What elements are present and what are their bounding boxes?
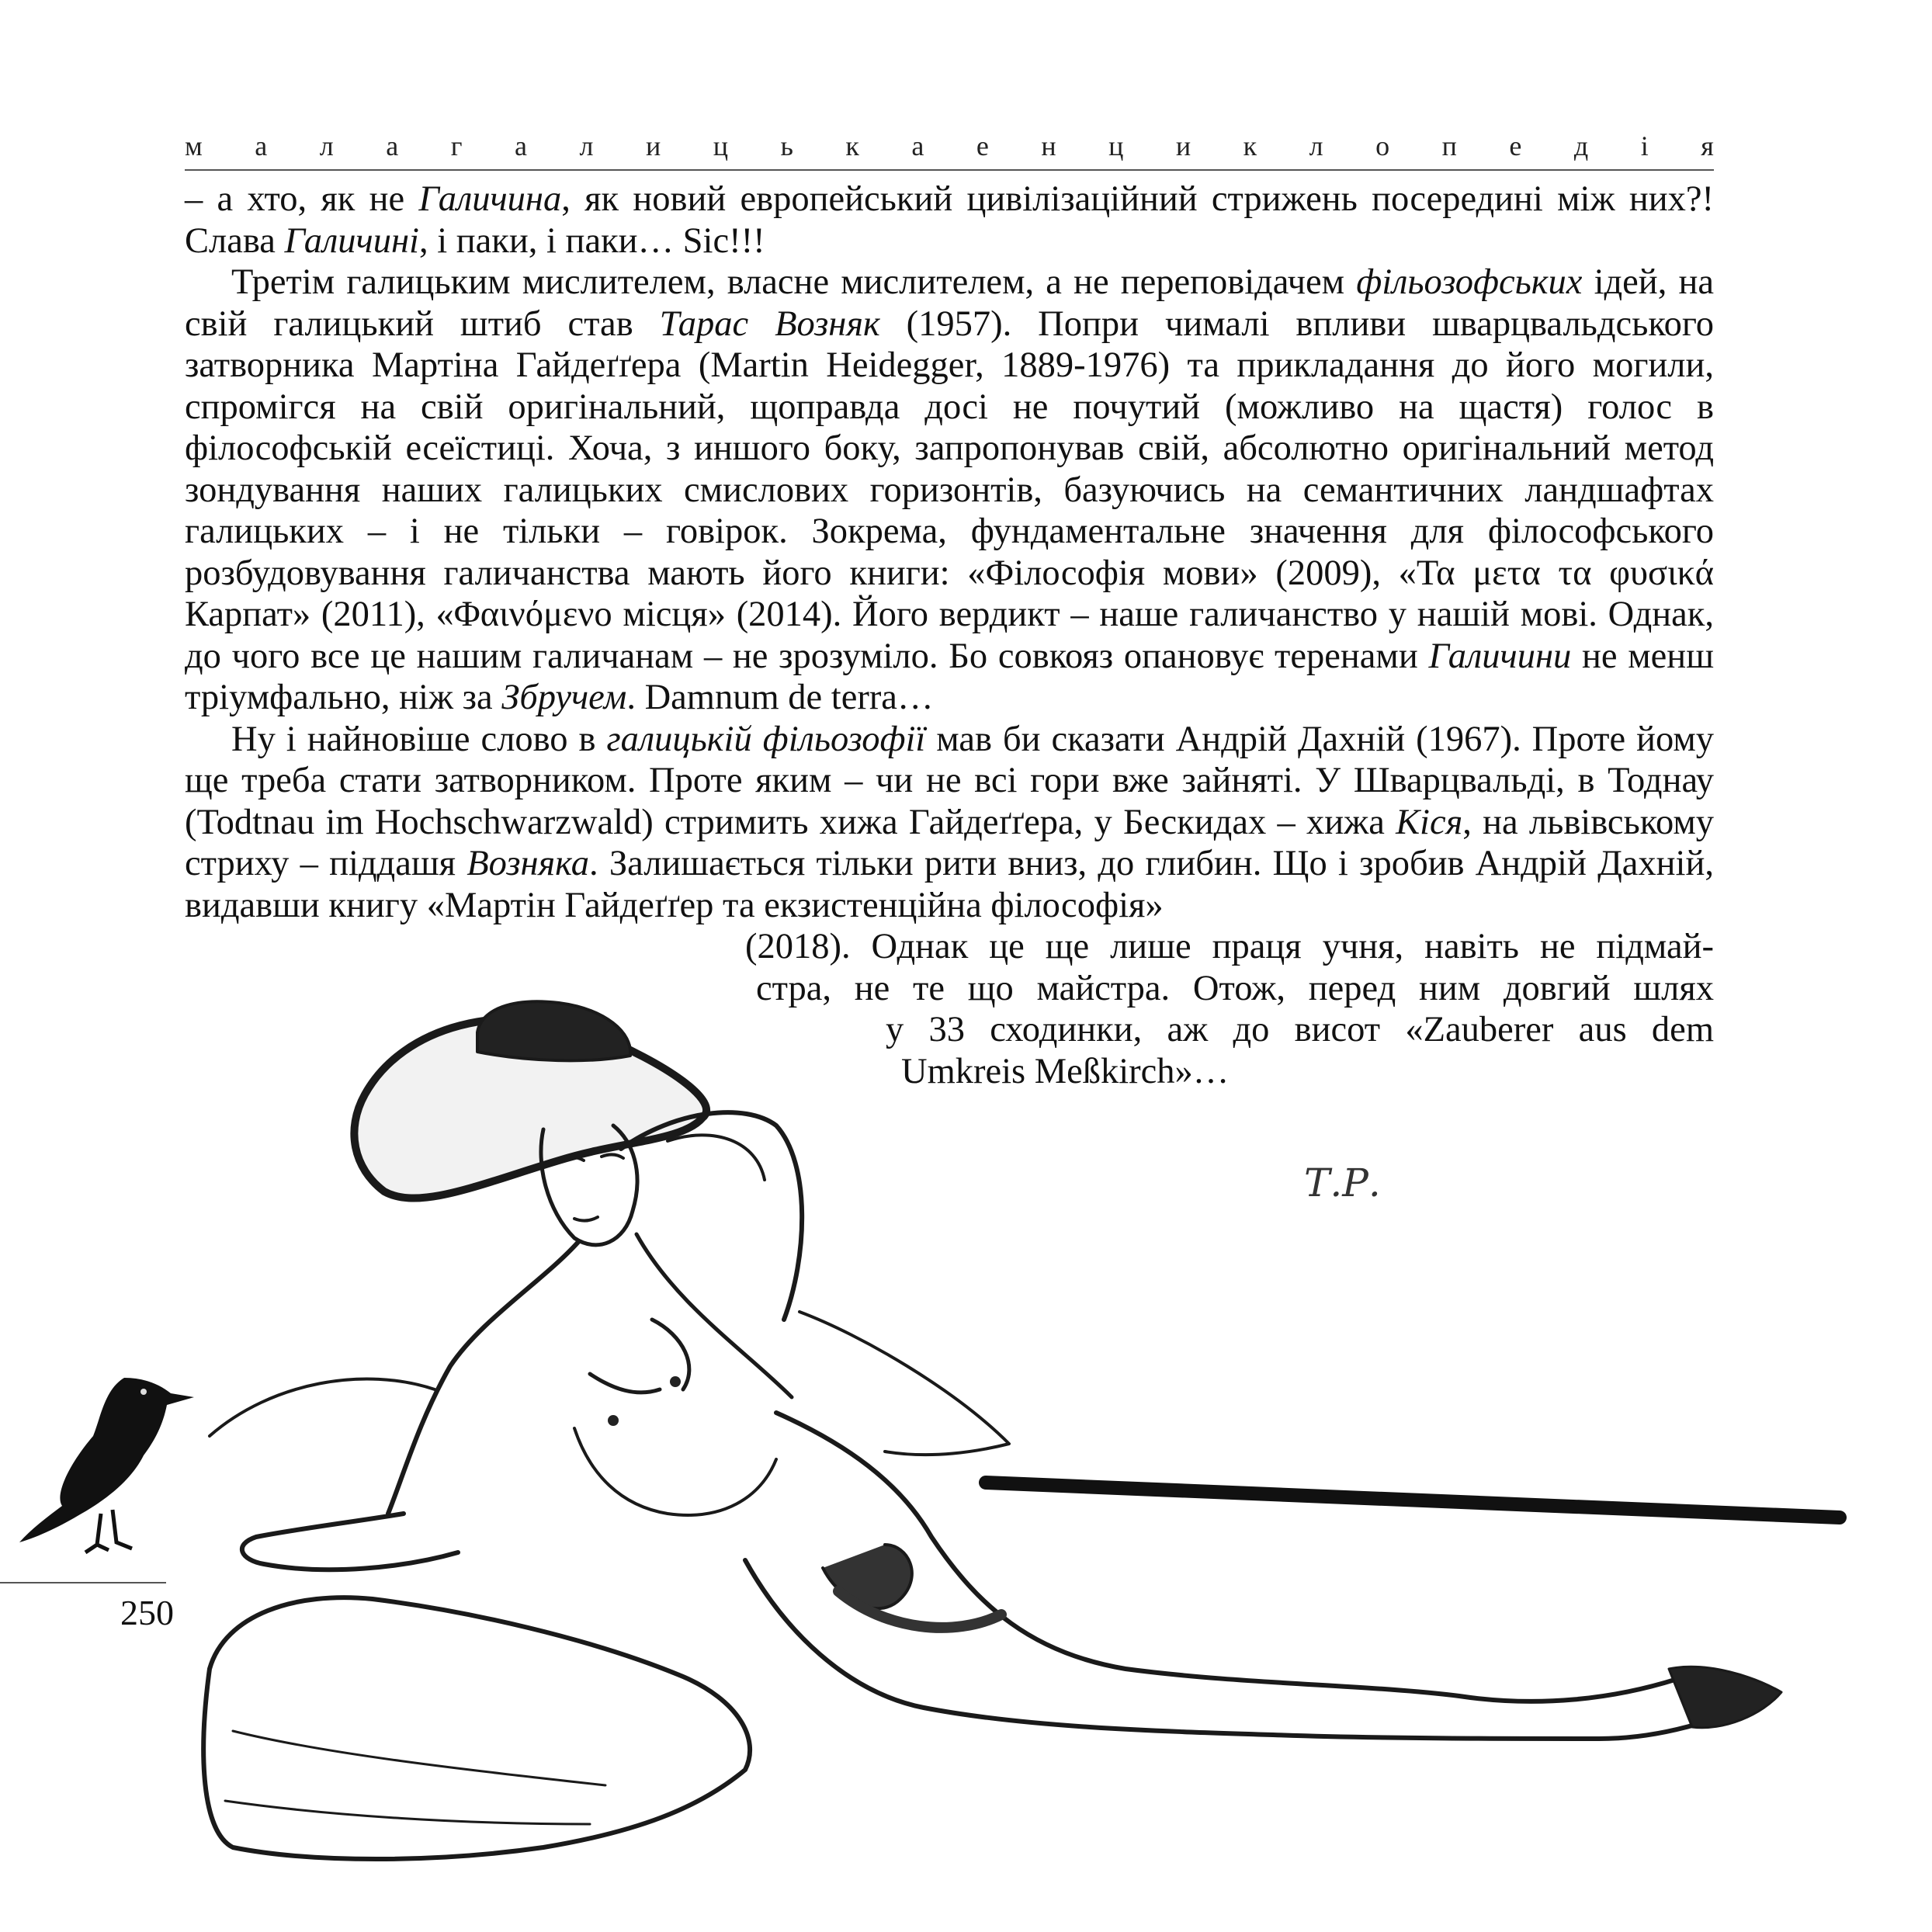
article-text: [185, 179, 1714, 1092]
running-head-letter: е: [1509, 130, 1522, 161]
running-head-letter: г: [450, 130, 463, 161]
footer-rule: [0, 1582, 166, 1583]
running-head-letter: а: [386, 130, 399, 161]
running-head-letter: ц: [1108, 130, 1124, 161]
paragraph-3: Ну і найновіше слово в галицькій фільозофії мав би сказати Андрій Дахній (1967). Проте йому ще треба стати затворником. Проте яким – чи не всі гори вже зайняті. У Шварцвальді, в Тоднау (Todtnau im Hochschwarzwald) стримить хижа Гайдеґґера, у Бескидах – хижа Кіся, на львівському стриху – піддашя Возняка. Залишається тільки рити вниз, до глибин. Що і зробив Андрій Дахній, видавши книгу «Мартін Гайдеґґер та екзистенційна філософія»: [185, 719, 1715, 925]
wrap-line-3: у 33 сходинки, аж до висот «Zauberer aus dem: [886, 1010, 1714, 1049]
running-head-letter: к: [845, 130, 859, 161]
running-head-letter: и: [1175, 130, 1191, 161]
wrap-line-4: Umkreis Meßkirch»…: [901, 1051, 1230, 1091]
running-head-letter: к: [1243, 130, 1257, 161]
running-head-letter: д: [1573, 130, 1589, 161]
running-head-letter: ц: [713, 130, 728, 161]
running-head-letter: н: [1041, 130, 1056, 161]
wrap-line-2: стра, не те що майстра. Отож, перед ним довгий шлях: [756, 968, 1714, 1008]
running-head-letter: м: [185, 130, 203, 161]
running-head-letter: я: [1701, 130, 1714, 161]
author-signature: Т.Р.: [1304, 1160, 1381, 1205]
running-head-letter: п: [1441, 130, 1457, 161]
paragraph-1: – а хто, як не Галичина, як новий европейський цивілізаційний стрижень посередині між них?! Слава Галичині, і паки, і паки… Sic!!!: [185, 179, 1714, 261]
running-head-letter: е: [976, 130, 989, 161]
running-head-letter: и: [645, 130, 661, 161]
header-rule: [185, 169, 1714, 171]
paragraph-3-wrap: [185, 926, 1714, 1092]
running-head-letter: ь: [780, 130, 793, 161]
paragraph-2: Третім галицьким мислителем, власне мислителем, а не переповідачем фільозофських ідей, на свій галицький штиб став Тарас Возняк (1957). Попри чималі впливи шварцвальдського затворника Мартіна Гайдеґґера (Martin Heidegger, 1889-1976) та прикладання до його могили, спромігся на свій оригінальний, щоправда досі не почутий (можливо на щастя) голос в філософській есеїстиці. Хоча, з иншого боку, запропонував свій, абсолютно оригінальний метод зондування наших галицьких смислових горизонтів, базуючись на семантичних ландшафтах галицьких – і не тільки – говірок. Зокрема, фундаментальне значення для філософського розбудовування галичанства мають його книги: «Філософія мови» (2009), «Τα μετα τα φυσικά Карпат» (2011), «Φαινόμενο місця» (2014). Його вердикт – наше галичанство у нашій мові. Однак, до чого все це нашим галичанам – не зрозуміло. Бо совкояз опановує теренами Галичини не менш тріумфально, ніж за Збручем. Damnum de terra…: [185, 262, 1714, 717]
running-head-letter: і: [1640, 130, 1649, 161]
crow-icon: [8, 1362, 210, 1564]
running-head-letter: л: [319, 130, 334, 161]
page-number: 250: [120, 1593, 174, 1632]
running-head-letter: л: [579, 130, 594, 161]
running-head-letter: а: [911, 130, 924, 161]
running-head-letter: л: [1309, 130, 1323, 161]
running-head-letter: а: [255, 130, 268, 161]
running-head: [185, 130, 1714, 161]
running-head-letter: а: [514, 130, 527, 161]
wrap-line-1: (2018). Однак це ще лише праця учня, навіть не підмай-: [745, 927, 1714, 966]
running-head-letter: о: [1375, 130, 1390, 161]
